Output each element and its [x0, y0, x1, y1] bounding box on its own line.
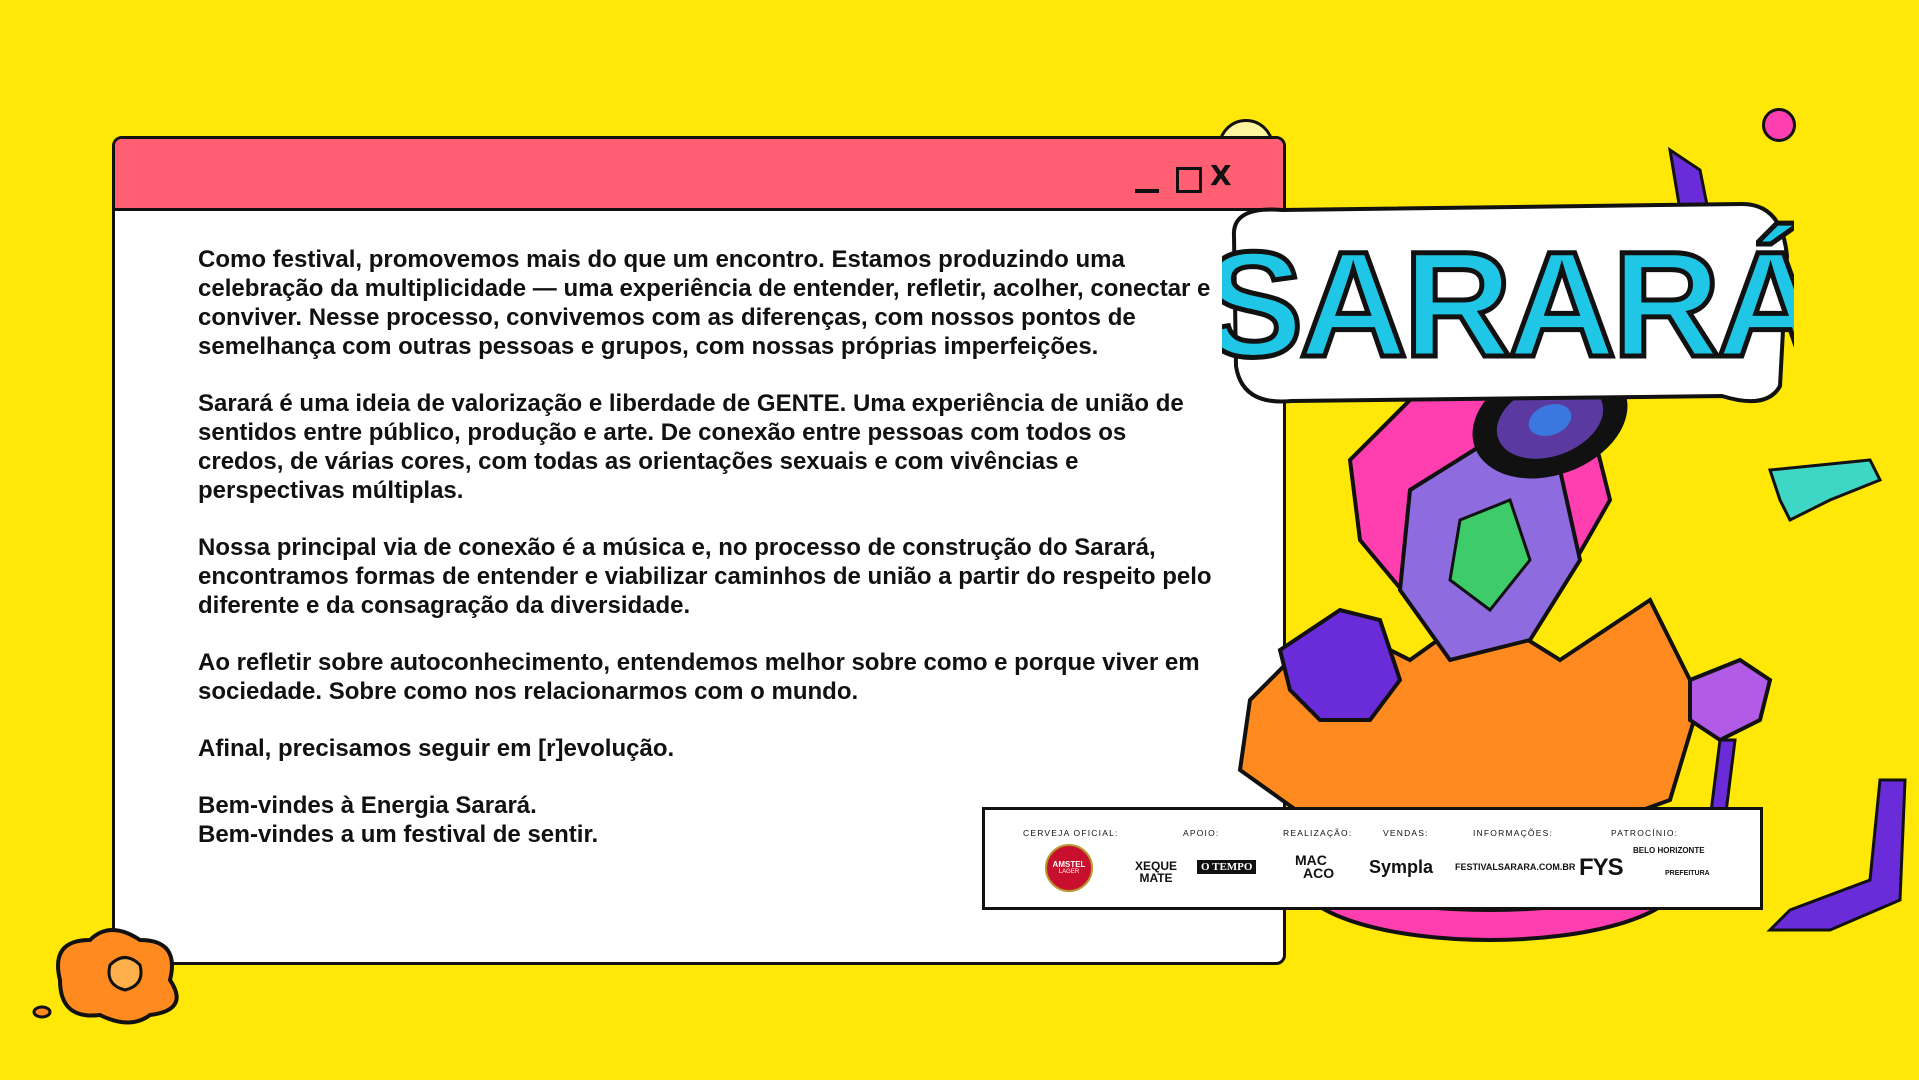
mate-text: MATE [1139, 871, 1173, 885]
otempo-logo: O TEMPO [1197, 860, 1256, 874]
paragraph: Como festival, promovemos mais do que um encontro. Estamos produzindo uma celebração da multiplicidade — uma experiência de entender, refletir, acolher, conectar e conviver. Nesse processo, convivemos com as diferenças, com nossos pontos de semelhança com outras pessoas e grupos, com nossas próprias imperfeições. [198, 246, 1211, 360]
macaco-logo [1295, 854, 1334, 880]
macaco-top: MAC [1295, 852, 1327, 868]
logo-text: SARARÁ [1222, 220, 1794, 388]
minimize-button[interactable] [1135, 167, 1159, 193]
label-info: INFORMAÇÕES: [1473, 828, 1554, 838]
teal-branch [1770, 460, 1880, 520]
closing-line-1: Bem-vindes à Energia Sarará. [198, 792, 537, 819]
closing-line-2: Bem-vindes a um festival de sentir. [198, 821, 599, 848]
paragraph: Afinal, precisamos seguir em [r]evolução. [198, 735, 675, 762]
label-sponsorship: PATROCÍNIO: [1611, 828, 1679, 838]
sarara-logo [1222, 196, 1794, 414]
sympla-logo: Sympla [1369, 857, 1434, 877]
paragraph: Sarará é uma ideia de valorização e liberdade de GENTE. Uma experiência de união de sentidos entre público, produção e arte. De conexão entre pessoas com todos os credos, de várias cores, com todas as orientações sexuais e com vivências e perspectivas múltiplas. [198, 390, 1184, 504]
about-text [198, 245, 1218, 849]
label-support: APOIO: [1183, 828, 1220, 838]
site-link[interactable]: FESTIVALSARARA.COM.BR [1455, 862, 1576, 872]
fys-logo: FYS [1579, 854, 1623, 881]
purple-flower [1690, 660, 1770, 740]
purple-branch-bottom [1770, 780, 1905, 930]
prefeitura-logo: PREFEITURA [1665, 870, 1710, 877]
paragraph: Nossa principal via de conexão é a música e, no processo de construção do Sarará, encontramos formas de entender e viabilizar caminhos de união a partir do respeito pelo diferente e da consagração da diversidade. [198, 534, 1212, 619]
window-titlebar[interactable] [115, 139, 1283, 211]
amstel-text: AMSTEL [1052, 860, 1086, 869]
close-button[interactable]: X [1210, 159, 1232, 192]
label-sales: VENDAS: [1383, 828, 1429, 838]
amstel-sub: LAGER [1058, 869, 1080, 875]
label-production: REALIZAÇÃO: [1283, 828, 1353, 838]
xeque-text: XEQUE [1135, 859, 1178, 873]
macaco-bottom: ACO [1303, 865, 1335, 881]
maximize-button[interactable] [1176, 167, 1202, 193]
label-beer: CERVEJA OFICIAL: [1023, 828, 1119, 838]
paragraph: Ao refletir sobre autoconhecimento, entendemos melhor sobre como e porque viver em sociedade. Sobre como nos relacionarmos com o mundo. [198, 649, 1200, 705]
xeque-mate-logo [1135, 860, 1177, 884]
amstel-logo [1045, 844, 1093, 892]
orange-flower [30, 920, 200, 1030]
sponsor-bar [982, 807, 1763, 910]
decor-dot-pink [1762, 108, 1796, 142]
belo-horizonte-logo: BELO HORIZONTE [1633, 846, 1705, 855]
